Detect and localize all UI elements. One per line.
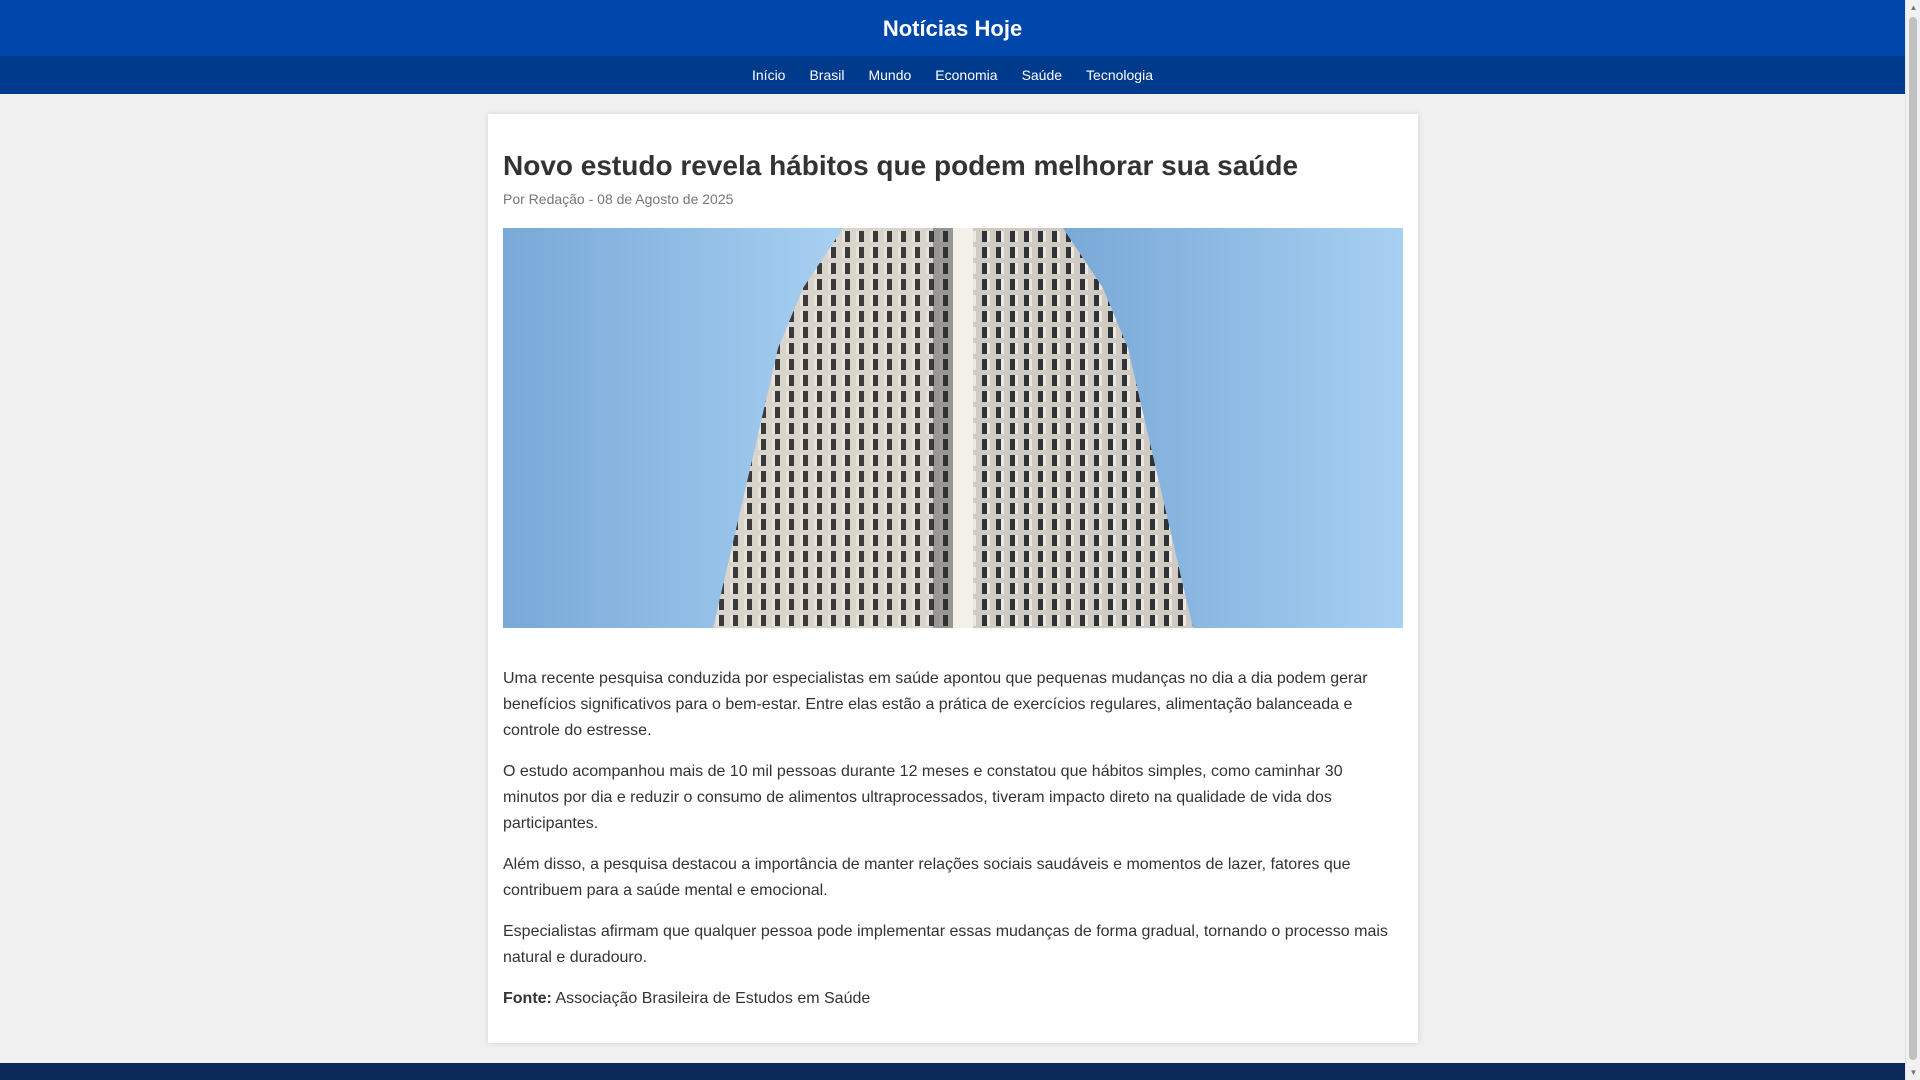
nav-item-brasil[interactable]: Brasil <box>809 67 845 83</box>
nav-item-mundo[interactable]: Mundo <box>868 67 912 83</box>
scroll-up-icon[interactable]: ▲ <box>1909 3 1918 12</box>
nav-item-economia[interactable]: Economia <box>935 67 998 83</box>
article-paragraph: Uma recente pesquisa conduzida por especialistas em saúde apontou que pequenas mudanças no dia a dia podem gerar benefícios significativos para o bem-estar. Entre elas estão a prática de exercícios regulares, alimentação balanceada e controle do estresse. <box>503 670 1368 739</box>
scrollbar-thumb[interactable] <box>1909 17 1917 1060</box>
site-header <box>0 0 1905 56</box>
article-byline: Por Redação - 08 de Agosto de 2025 <box>503 191 734 207</box>
article-paragraph: O estudo acompanhou mais de 10 mil pessoas durante 12 meses e constatou que hábitos simples, como caminhar 30 minutos por dia e reduzir o consumo de alimentos ultraprocessados, tiveram impacto direto na qualidade de vida dos participantes. <box>503 763 1343 832</box>
nav-item-saude[interactable]: Saúde <box>1021 67 1063 83</box>
article-body <box>503 666 1403 1027</box>
article-paragraph: Além disso, a pesquisa destacou a importância de manter relações sociais saudáveis e momentos de lazer, fatores que contribuem para a saúde mental e emocional. <box>503 856 1351 899</box>
article-paragraph: Especialistas afirmam que qualquer pessoa pode implementar essas mudanças de forma gradual, tornando o processo mais natural e duradouro. <box>503 923 1388 966</box>
site-footer <box>0 1063 1905 1080</box>
article-source <box>503 986 1403 1012</box>
scroll-down-icon[interactable]: ▼ <box>1909 1068 1918 1077</box>
main-nav <box>0 56 1905 94</box>
nav-item-tecnologia[interactable]: Tecnologia <box>1086 67 1153 83</box>
article-hero-image <box>503 228 1403 628</box>
nav-item-inicio[interactable]: Início <box>752 67 786 83</box>
site-title[interactable]: Notícias Hoje <box>882 16 1023 41</box>
source-label: Fonte: <box>503 990 552 1007</box>
source-value: Associação Brasileira de Estudos em Saúde <box>551 990 871 1007</box>
page-scrollbar[interactable] <box>1905 0 1920 1080</box>
article-title: Novo estudo revela hábitos que podem melhorar sua saúde <box>503 150 1299 181</box>
